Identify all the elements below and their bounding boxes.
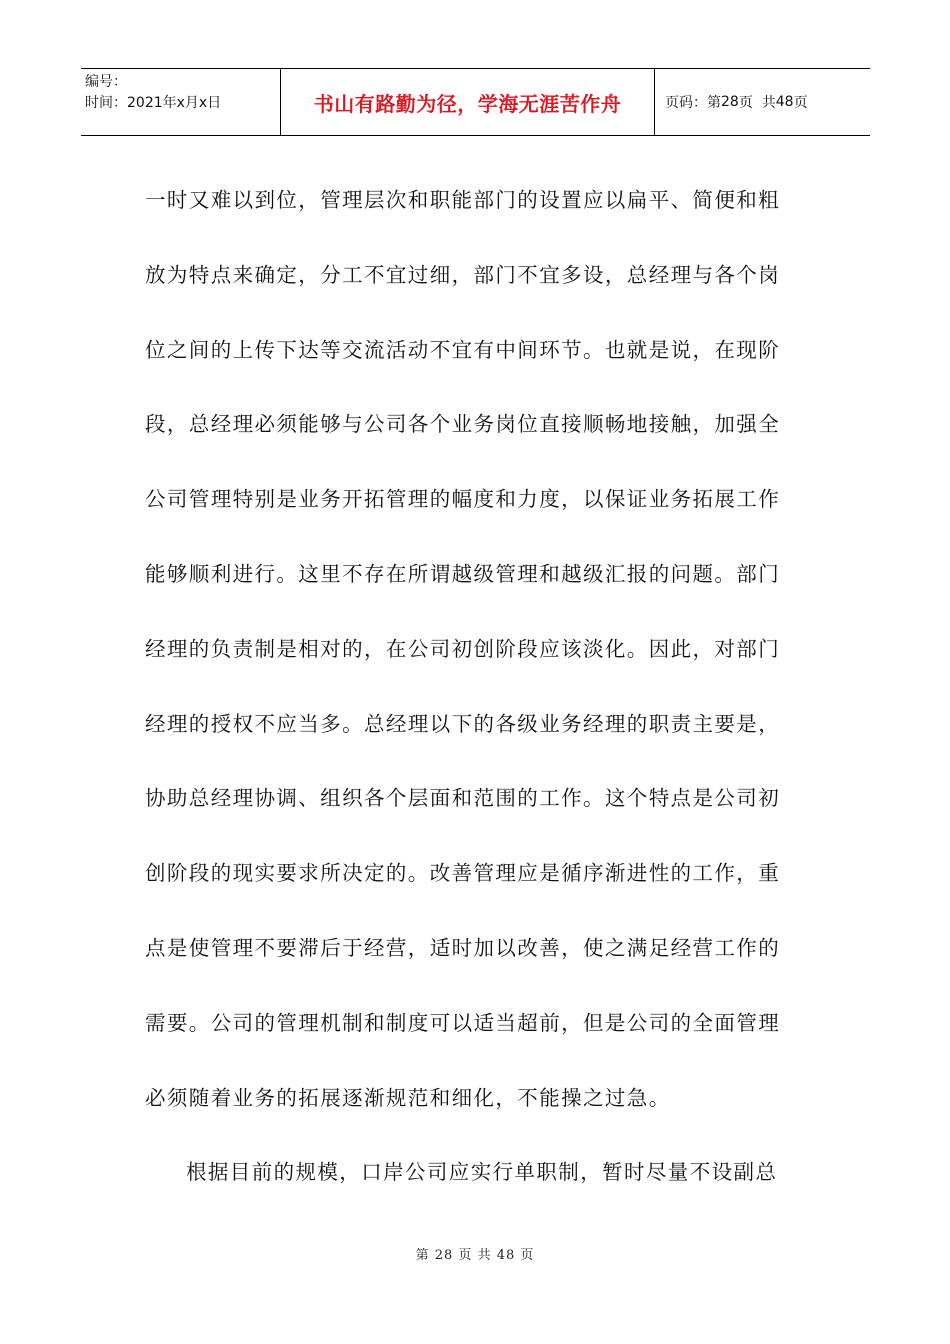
page-footer: 第 28 页 共 48 页 — [415, 1248, 535, 1263]
document-number-label: 编号： — [85, 74, 127, 90]
page-mid: 页 共 — [738, 95, 776, 111]
header-motto-cell — [281, 69, 655, 135]
text-line: 一时又难以到位，管理层次和职能部门的设置应以扁平、简便和粗 — [145, 188, 781, 212]
text-line: 位之间的上传下达等交流活动不宜有中间环节。也就是说，在现阶 — [145, 337, 781, 362]
header-page-cell — [655, 69, 870, 135]
header-meta-cell — [81, 69, 281, 135]
page-prefix: 页码：第 — [665, 95, 721, 111]
text-line: 必须随着业务的拓展逐渐规范和细化，不能操之过急。 — [145, 1085, 671, 1110]
text-line: 段，总经理必须能够与公司各个业务岗位直接顺畅地接触，加强全 — [145, 412, 781, 437]
paragraph-continued — [145, 163, 805, 1135]
page-total: 48 — [775, 94, 794, 110]
text-line: 创阶段的现实要求所决定的。改善管理应是循序渐进性的工作，重 — [145, 861, 781, 886]
header-motto: 书山有路勤为径，学海无涯苦作舟 — [313, 91, 622, 116]
page-header — [81, 68, 870, 136]
text-line: 经理的授权不应当多。总经理以下的各级业务经理的职责主要是， — [145, 711, 781, 736]
page-current: 28 — [721, 94, 739, 110]
page-suffix: 页 — [793, 95, 808, 111]
text-line: 需要。公司的管理机制和制度可以适当超前，但是公司的全面管理 — [145, 1010, 781, 1035]
text-line: 放为特点来确定，分工不宜过细，部门不宜多设，总经理与各个岗 — [145, 262, 781, 287]
text-line: 能够顺利进行。这里不存在所谓越级管理和越级汇报的问题。部门 — [145, 561, 781, 586]
text-line: 根据目前的规模，口岸公司应实行单职制，暂时尽量不设副总 — [186, 1160, 778, 1185]
text-line: 协助总经理协调、组织各个层面和范围的工作。这个特点是公司初 — [145, 786, 781, 811]
document-body — [145, 163, 805, 1210]
document-date: 时间：2021年x月x日 — [85, 95, 222, 111]
paragraph-new — [145, 1135, 805, 1210]
text-line: 经理的负责制是相对的，在公司初创阶段应该淡化。因此，对部门 — [145, 636, 781, 661]
text-line: 公司管理特别是业务开拓管理的幅度和力度，以保证业务拓展工作 — [145, 487, 781, 512]
text-line: 点是使管理不要滞后于经营，适时加以改善，使之满足经营工作的 — [145, 935, 781, 960]
